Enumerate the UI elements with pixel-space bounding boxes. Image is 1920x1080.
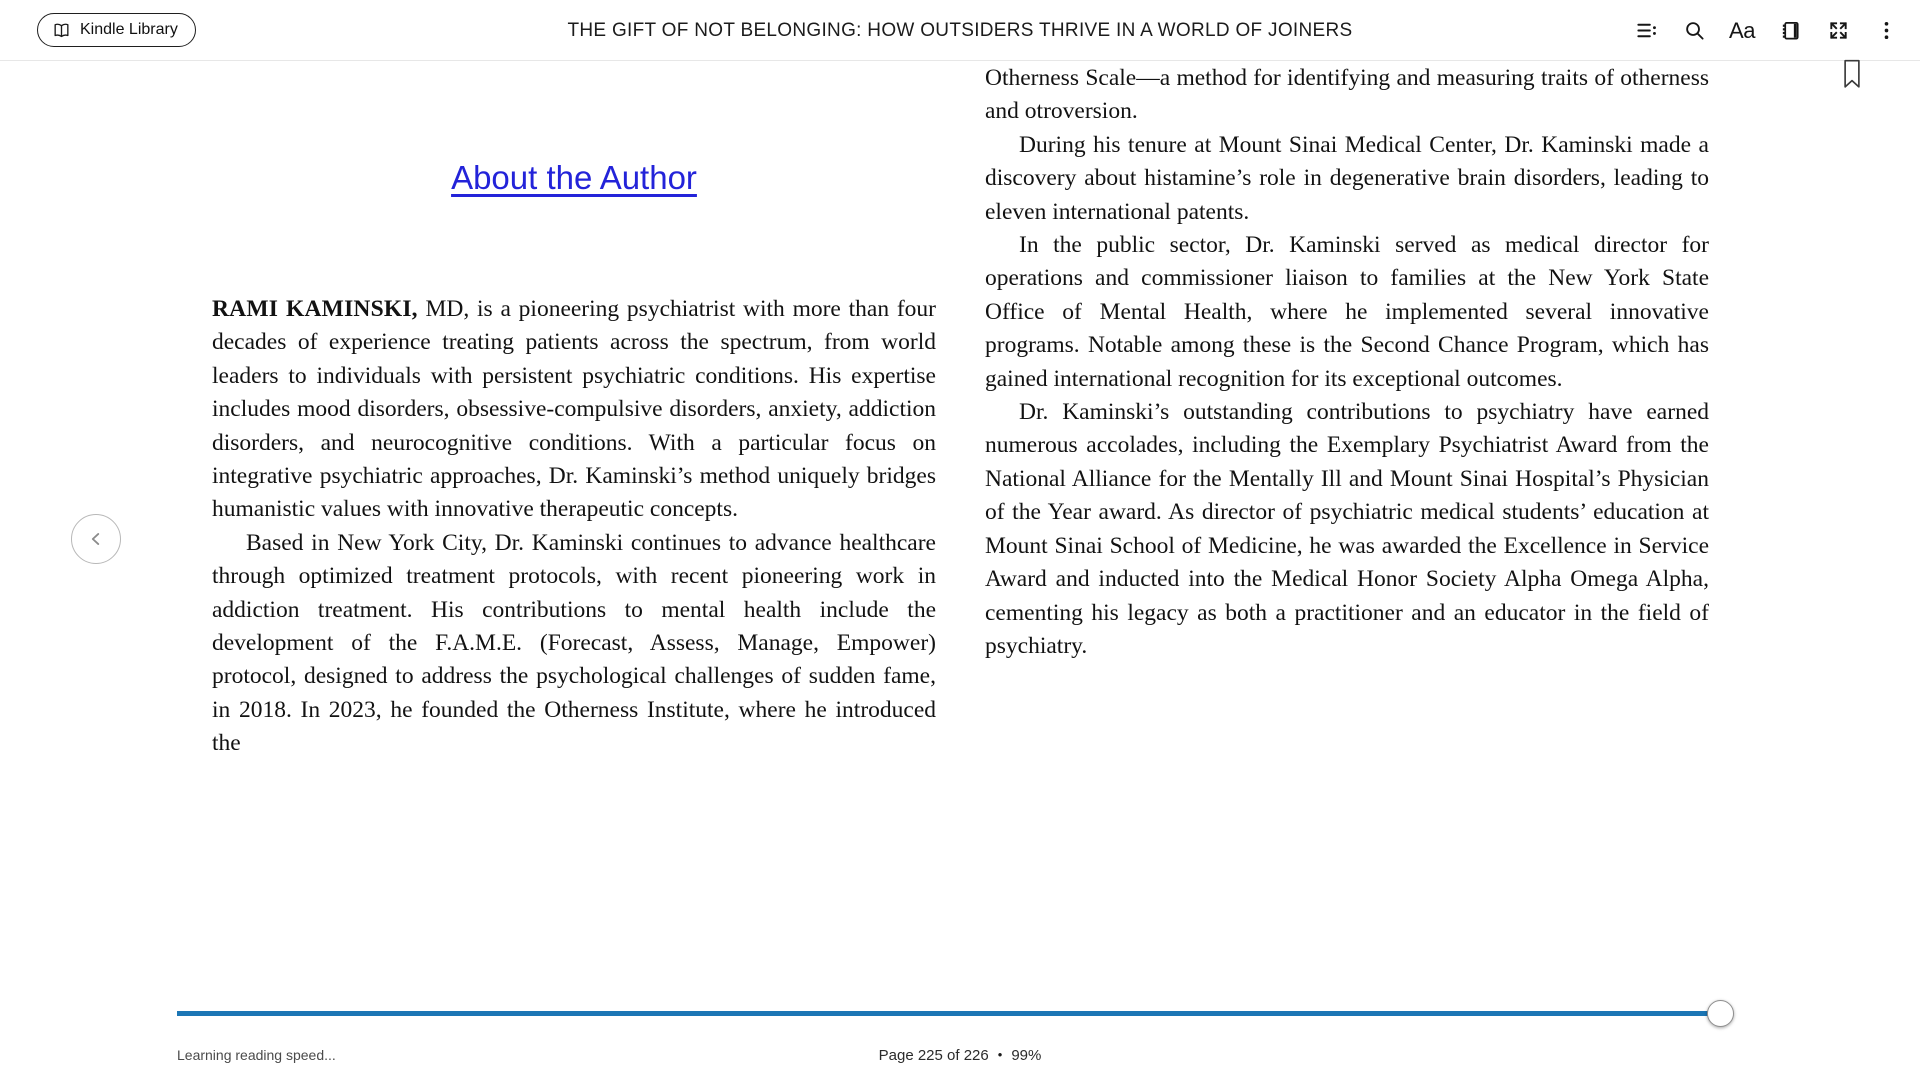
book-title: THE GIFT OF NOT BELONGING: HOW OUTSIDERS THRIVE IN A WORLD OF JOINERS bbox=[567, 19, 1353, 41]
kindle-library-button[interactable] bbox=[37, 13, 196, 47]
paragraph: In the public sector, Dr. Kaminski served as medical director for operations and commissioner liaison to families at the New York State Office of Mental Health, where he implemented several innovative programs. Notable among these is the Second Chance Program, which has gained international recognition for its exceptional outcomes. bbox=[985, 232, 1709, 392]
page-layout-icon[interactable] bbox=[1778, 19, 1802, 43]
paragraph-text: MD, is a pioneering psychiatrist with more than four decades of experience treating patients across the spectrum, from world leaders to individuals with persistent psychiatric conditions. His expertise includes mood disorders, obsessive-compulsive disorders, anxiety, addiction disorders, and neurocognitive conditions. With a particular focus on integrative psychiatric approaches, Dr. Kaminski’s method uniquely bridges humanistic values with innovative therapeutic concepts. bbox=[212, 296, 936, 523]
chapter-heading-link[interactable]: About the Author bbox=[451, 159, 697, 196]
open-book-icon bbox=[52, 21, 71, 40]
top-toolbar bbox=[0, 0, 1920, 61]
bookmark-icon[interactable] bbox=[1841, 57, 1863, 91]
paragraph bbox=[212, 293, 936, 527]
chevron-left-icon bbox=[85, 528, 107, 550]
paragraph: Otherness Scale—a method for identifying and measuring traits of otherness and otroversion. bbox=[985, 65, 1709, 125]
paragraph: Based in New York City, Dr. Kaminski continues to advance healthcare through optimized treatment protocols, with recent pioneering work in addiction treatment. His contributions to mental health include the development of the F.A.M.E. (Forecast, Assess, Manage, Empower) protocol, designed to address the psychological challenges of sudden fame, in 2018. In 2023, he founded the Otherness Institute, where he introduced the bbox=[212, 529, 936, 757]
previous-page-button[interactable] bbox=[71, 514, 121, 564]
progress-slider-handle[interactable] bbox=[1707, 1000, 1734, 1027]
percent-read-text: 99% bbox=[1011, 1047, 1042, 1064]
author-name-lead: RAMI KAMINSKI, bbox=[212, 296, 418, 322]
fullscreen-icon[interactable] bbox=[1826, 19, 1850, 43]
page-column-right bbox=[985, 62, 1709, 663]
paragraph: During his tenure at Mount Sinai Medical Center, Dr. Kaminski made a discovery about histamine’s role in degenerative brain disorders, leading to eleven international patents. bbox=[985, 131, 1709, 225]
toc-notes-icon[interactable] bbox=[1634, 19, 1658, 43]
page-position-status bbox=[0, 1047, 1920, 1064]
progress-fill bbox=[177, 1011, 1721, 1016]
reading-speed-status: Learning reading speed... bbox=[177, 1047, 336, 1063]
kindle-library-label: Kindle Library bbox=[80, 21, 178, 38]
toolbar-icons bbox=[1634, 0, 1898, 61]
search-icon[interactable] bbox=[1682, 19, 1706, 43]
font-settings-icon[interactable]: Aa bbox=[1729, 17, 1755, 43]
paragraph: Dr. Kaminski’s outstanding contributions to psychiatry have earned numerous accolades, including the Exemplary Psychiatrist Award from the National Alliance for the Mentally Ill and Mount Sinai Hospital’s Physician of the Year award. As director of psychiatric medical students’ education at Mount Sinai School of Medicine, he was awarded the Excellence in Service Award and inducted into the Medical Honor Society Alpha Omega Alpha, cementing his legacy as both a practitioner and an educator in the field of psychiatry. bbox=[985, 399, 1709, 659]
more-menu-icon[interactable] bbox=[1874, 19, 1898, 43]
page-number-text: Page 225 of 226 bbox=[878, 1047, 989, 1064]
page-column-left bbox=[212, 155, 936, 761]
reading-progress-bar[interactable] bbox=[177, 1011, 1743, 1017]
separator-dot: • bbox=[997, 1047, 1003, 1062]
